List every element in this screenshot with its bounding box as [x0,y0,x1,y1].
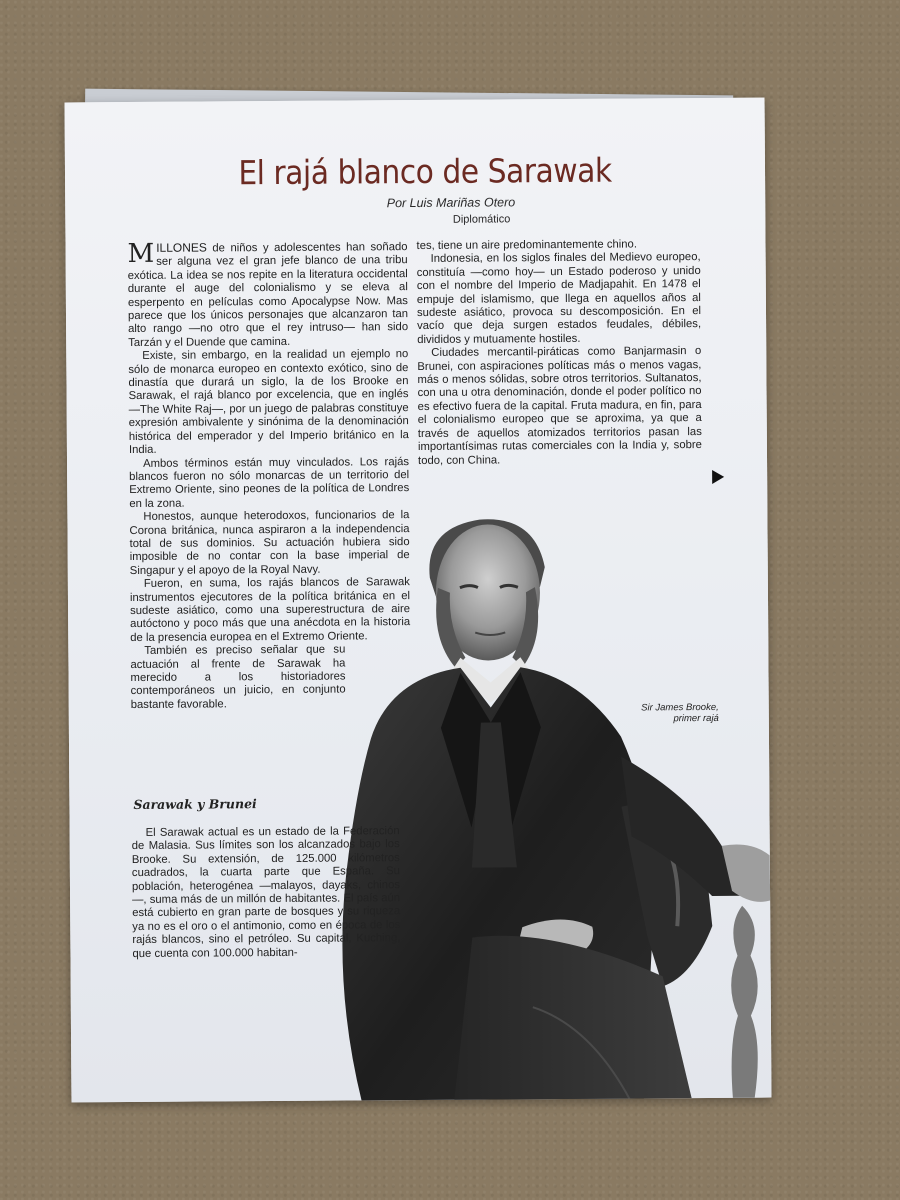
paragraph-1 [127,240,408,350]
author-role: Diplomático [452,213,511,226]
paragraph-3: Ambos términos están muy vinculados. Los rajás blancos fueron no sólo monarcas de un territorio del Extremo Oriente, sino peones de la política de Londres en la zona. [129,455,410,510]
photo-caption [589,702,719,725]
paragraph-4: Honestos, aunque heterodoxos, funcionarios de la Corona británica, nunca aspiraron a la independencia total de sus dominios. Su actuación hubiera sido imposible de no contar con la base imperial de Singapur y el apoyo de la Royal Navy. [129,509,410,577]
caption-line-2: primer rajá [673,712,719,725]
drop-cap: M [127,238,155,270]
section-heading: Sarawak y Brunei [133,796,257,812]
right-column [416,238,702,468]
paragraph-5: Fueron, en suma, los rajás blancos de Sarawak instrumentos ejecutores de la política británica en el sudeste asiático, como una superestructura de aire autóctono y poco más que una anécdota en la historia de la presencia europea en el Extremo Oriente. [129,576,411,644]
bottom-column [132,825,401,961]
magazine-page [65,98,772,1103]
drop-cap-rest: ILLONES [156,240,207,255]
caption-line-1: Sir James Brooke, [641,701,719,714]
paragraph-6: También es preciso señalar que su actuación al frente de Sarawak ha merecido a los historiadores contemporáneos un juicio, en conjunto bastante favorable. [130,643,346,711]
right-paragraph-1: tes, tiene un aire predominantemente chino. [416,238,638,253]
continue-arrow-icon [712,470,724,484]
paragraph-1-text: de niños y adolescentes han soñado ser alguna vez el gran jefe blanco de una tribu exótica. La idea se nos repite en la literatura occidental durante el auge del colonialismo y se eleva al esperpento en películas como Apocalypse Now. Mas parece que los únicos personajes que alcanzaron tan alto rango —no otro que el rey intruso— han sido Tarzán y el Duende que camina. [127,241,409,349]
bottom-paragraph-1: El Sarawak actual es un estado de la Federación de Malasia. Sus límites son los alcanzados bajo los Brooke. Su extensión, de 125.000 kilómetros cuadrados, la cuarta parte que España. Su población, heterogénea —malayos, dayaks, chinos—, suma más de un millón de habitantes. El país aún está cubierto en gran parte de bosques y su riqueza ya no es el oro o el antimonio, como en época de los rajás blancos, sino el petróleo. Su capital, Kuching, que cuenta con 100.000 habitan- [131,825,401,960]
right-paragraph-3: Ciudades mercantil-piráticas como Banjarmasin o Brunei, con aspiraciones políticas más o menos vagas, más o menos sólidas, sobre otros territorios. Sultanatos, con una u otra denominación, donde el poder político no es efectivo fuera de la capital. Fruta madura, en fin, para el colonialismo europeo que se aproxima, ya que a través de aquellos atomizados territorios pasan las importantísimas rutas comerciales con la India y, sobre todo, con China. [417,345,702,467]
article-author: Por Luis Mariñas Otero [386,195,516,211]
paragraph-2: Existe, sin embargo, en la realidad un ejemplo no sólo de monarca europeo en contexto exótico, sino de dinastía que durará un siglo, la de los Brooke en Sarawak, el rajá blanco por excelencia, que en inglés —The White Raj—, por un juego de palabras constituye expresión ambivalente y sinónima de la denominación histórica del emperador y del Imperio británico en la India. [128,348,409,457]
portrait-photo [329,506,771,1103]
article-title: El rajá blanco de Sarawak [238,150,612,193]
right-paragraph-2: Indonesia, en los siglos finales del Medievo europeo, constituía —como hoy— un Estado poderoso y unido con el nombre del Imperio de Madjapahit. En 1478 el empuje del islamismo, que llega en aquellos años al sudeste asiático, provoca su descomposición. En el vacío que deja surgen estados feudales, débiles, divididos y mutuamente hostiles. [416,251,702,346]
